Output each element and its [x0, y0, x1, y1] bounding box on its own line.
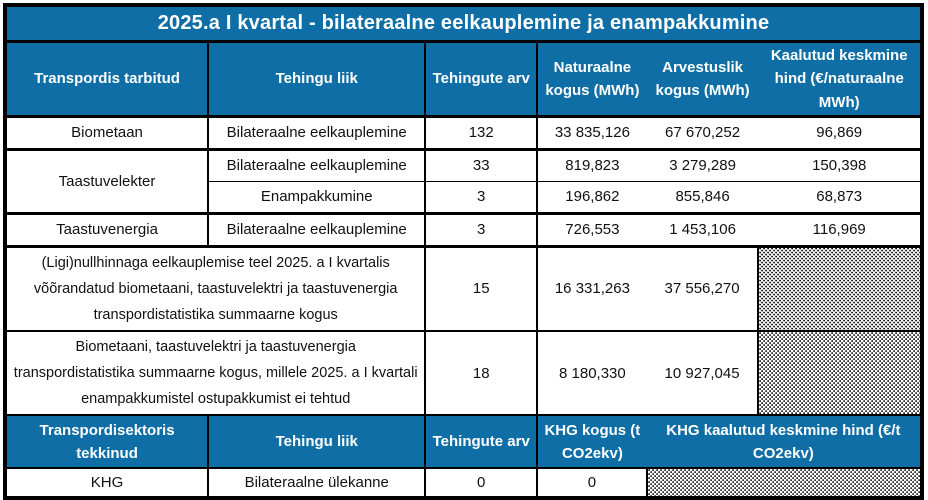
header-weighted-avg-price: Kaalutud keskmine hind (€/naturaalne MWh)	[758, 42, 922, 117]
cell-transaction-type: Bilateraalne eelkauplemine	[208, 116, 425, 149]
cell-accounted-amount: 67 670,252	[647, 116, 759, 149]
header-khg-weighted-avg-price: KHG kaalutud keskmine hind (€/t CO2ekv)	[647, 415, 922, 468]
cell-natural-amount: 16 331,263	[537, 246, 647, 331]
cell-natural-amount: 819,823	[537, 149, 647, 181]
header-accounted-amount: Arvestuslik kogus (MWh)	[647, 42, 759, 117]
cell-transaction-count: 132	[425, 116, 537, 149]
cell-accounted-amount: 37 556,270	[647, 246, 759, 331]
cell-weighted-avg-price: 116,969	[758, 213, 922, 246]
header-originated-in-transport-sector: Transpordisektoris tekkinud	[5, 415, 208, 468]
cell-transaction-count: 15	[425, 246, 537, 331]
cell-weighted-avg-price: 96,869	[758, 116, 922, 149]
cell-summary-description: (Ligi)nullhinnaga eelkauplemise teel 2025. a I kvartalis võõrandatud biometaani, taastuvelektri ja taastuvenergia transpordistatistika summaarne kogus	[5, 246, 425, 331]
hatched-empty-cell	[758, 331, 922, 415]
statistics-table	[3, 3, 924, 500]
cell-khg-amount: 0	[537, 468, 647, 498]
header-natural-amount: Naturaalne kogus (MWh)	[537, 42, 647, 117]
cell-accounted-amount: 3 279,289	[647, 149, 759, 181]
cell-accounted-amount: 1 453,106	[647, 213, 759, 246]
cell-accounted-amount: 855,846	[647, 181, 759, 213]
cell-transaction-type: Bilateraalne ülekanne	[208, 468, 425, 498]
header-transaction-type: Tehingu liik	[208, 415, 425, 468]
hatched-empty-cell	[758, 246, 922, 331]
cell-transaction-count: 0	[425, 468, 537, 498]
cell-summary-description: Biometaani, taastuvelektri ja taastuvenergia transpordistatistika summaarne kogus, millele 2025. a I kvartali enampakkumistel ostupakkumist ei tehtud	[5, 331, 425, 415]
cell-natural-amount: 33 835,126	[537, 116, 647, 149]
cell-transaction-count: 33	[425, 149, 537, 181]
table-title: 2025.a I kvartal - bilateraalne eelkauplemine ja enampakkumine	[5, 5, 922, 42]
cell-transaction-count: 3	[425, 213, 537, 246]
header-transaction-count: Tehingute arv	[425, 42, 537, 117]
cell-weighted-avg-price: 68,873	[758, 181, 922, 213]
cell-transaction-type: Bilateraalne eelkauplemine	[208, 149, 425, 181]
header-transaction-type: Tehingu liik	[208, 42, 425, 117]
header-khg-amount: KHG kogus (t CO2ekv)	[537, 415, 647, 468]
hatched-empty-cell	[647, 468, 922, 498]
cell-natural-amount: 8 180,330	[537, 331, 647, 415]
cell-natural-amount: 726,553	[537, 213, 647, 246]
cell-transaction-type: Bilateraalne eelkauplemine	[208, 213, 425, 246]
cell-item: KHG	[5, 468, 208, 498]
cell-transaction-count: 3	[425, 181, 537, 213]
cell-fuel: Biometaan	[5, 116, 208, 149]
cell-transaction-type: Enampakkumine	[208, 181, 425, 213]
header-transaction-count: Tehingute arv	[425, 415, 537, 468]
cell-fuel: Taastuvelekter	[5, 149, 208, 213]
cell-weighted-avg-price: 150,398	[758, 149, 922, 181]
cell-natural-amount: 196,862	[537, 181, 647, 213]
cell-fuel: Taastuvenergia	[5, 213, 208, 246]
cell-accounted-amount: 10 927,045	[647, 331, 759, 415]
cell-transaction-count: 18	[425, 331, 537, 415]
header-consumed-in-transport: Transpordis tarbitud	[5, 42, 208, 117]
